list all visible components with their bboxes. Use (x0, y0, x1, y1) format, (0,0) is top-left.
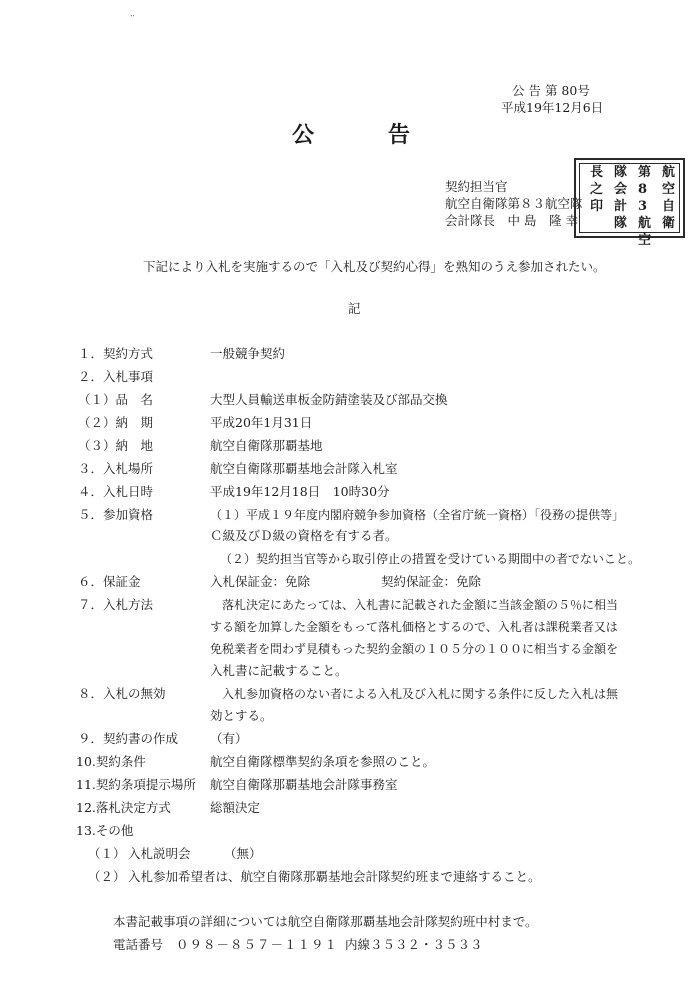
item-5-label: ５．参加資格 (78, 507, 154, 522)
issuer-name: 会計隊長 中 島 隆 幸 (445, 213, 578, 228)
item-2-3-label: （３）納 地 (78, 438, 154, 453)
item-9-label: ９．契約書の作成 (78, 731, 179, 746)
ki-heading: 記 (348, 301, 361, 316)
item-5-line-2: Ｃ級及びＤ級の資格を有する者。 (210, 528, 398, 543)
item-6-label: ６．保証金 (78, 574, 141, 589)
seal-column: 第83航空 (638, 165, 652, 248)
page-title: 公 告 (292, 122, 421, 148)
item-10-label: 10.契約条件 (76, 754, 146, 769)
seal-column: 航空自衛 (662, 165, 676, 231)
seal-column: 長之印 (590, 165, 604, 214)
item-6-value-2: 契約保証金：免除 (381, 574, 482, 589)
item-7-line-2: する額を加算した金額をもって落札価格とするので、入札者は課税業者又は (210, 620, 618, 634)
item-3-label: ３．入札場所 (78, 461, 154, 476)
item-10-value: 航空自衛隊標準契約条項を参照のこと。 (210, 754, 436, 769)
item-11-label: 11.契約条項提示場所 (76, 777, 196, 792)
item-6-value-1: 入札保証金：免除 (210, 574, 311, 589)
item-1-label: １．契約方式 (78, 346, 154, 361)
item-8-label: ８．入札の無効 (78, 686, 166, 701)
item-2-2-value: 平成20年1月31日 (210, 415, 313, 430)
item-5-line-1: （１）平成１９年度内閣府競争参加資格（全省庁統一資格）「役務の提供等」 (210, 508, 625, 522)
footer-extension: 内線３５３２・３５３３ (345, 937, 483, 952)
item-4-label: ４．入札日時 (78, 484, 154, 499)
notice-number: 公 告 第 80号 (512, 83, 590, 98)
item-13-2-label: （２） (88, 869, 126, 884)
footer-contact-text: 本書記載事項の詳細については航空自衛隊那覇基地会計隊契約班中村まで。 (113, 914, 538, 929)
footer-phone-label: 電話番号 (113, 937, 164, 952)
item-11-value: 航空自衛隊那覇基地会計隊事務室 (210, 777, 398, 792)
item-2-2-label: （２）納 期 (78, 415, 154, 430)
item-7-line-1: 落札決定にあたっては、入札書に記載された金額に当該金額の５％に相当 (222, 598, 619, 612)
item-8-line-2: 効とする。 (210, 708, 273, 723)
item-2-1-label: （１）品 名 (78, 392, 154, 407)
item-13-label: 13.その他 (76, 823, 134, 838)
item-2-1-value: 大型人員輸送車板金防錆塗装及び部品交換 (210, 392, 448, 407)
item-7-line-3: 免税業者を問わず見積もった契約金額の１０５分の１００に相当する金額を (210, 642, 619, 656)
item-4-value: 平成19年12月18日 10時30分 (210, 484, 390, 499)
item-7-label: ７．入札方法 (78, 597, 154, 612)
item-13-1-text: 入札説明会 (128, 846, 191, 861)
official-seal (574, 158, 685, 248)
intro-text: 下記により入札を実施するので「入札及び契約心得」を熟知のうえ参加されたい。 (143, 259, 606, 274)
seal-column: 隊会計隊 (614, 165, 628, 231)
item-3-value: 航空自衛隊那覇基地会計隊入札室 (210, 461, 398, 476)
item-9-value: （有） (210, 731, 248, 746)
footer-phone-number: ０９８－８５７－１１９１ (176, 937, 339, 952)
notice-date: 平成19年12月6日 (501, 100, 604, 115)
item-8-line-1: 入札参加資格のない者による入札及び入札に関する条件に反した入札は無 (222, 687, 619, 701)
item-7-line-4: 入札書に記載すること。 (210, 663, 348, 678)
item-2-label: ２．入札事項 (78, 369, 154, 384)
scan-speck: ᐧᐧ (130, 12, 135, 22)
item-2-3-value: 航空自衛隊那覇基地 (210, 438, 323, 453)
item-13-1-label: （１） (88, 846, 126, 861)
issuer-role: 契約担当官 (445, 179, 508, 194)
issuer-unit: 航空自衛隊第８３航空隊 (445, 196, 583, 211)
item-12-label: 12.落札決定方式 (76, 800, 171, 815)
item-13-2-text: 入札参加希望者は、航空自衛隊那覇基地会計隊契約班まで連絡すること。 (128, 869, 541, 884)
item-1-value: 一般競争契約 (210, 346, 286, 361)
item-12-value: 総額決定 (210, 800, 261, 815)
item-5-line-3: （２）契約担当官等から取引停止の措置を受けている期間中の者でないこと。 (220, 552, 641, 566)
item-13-1-value: （無） (224, 846, 262, 861)
